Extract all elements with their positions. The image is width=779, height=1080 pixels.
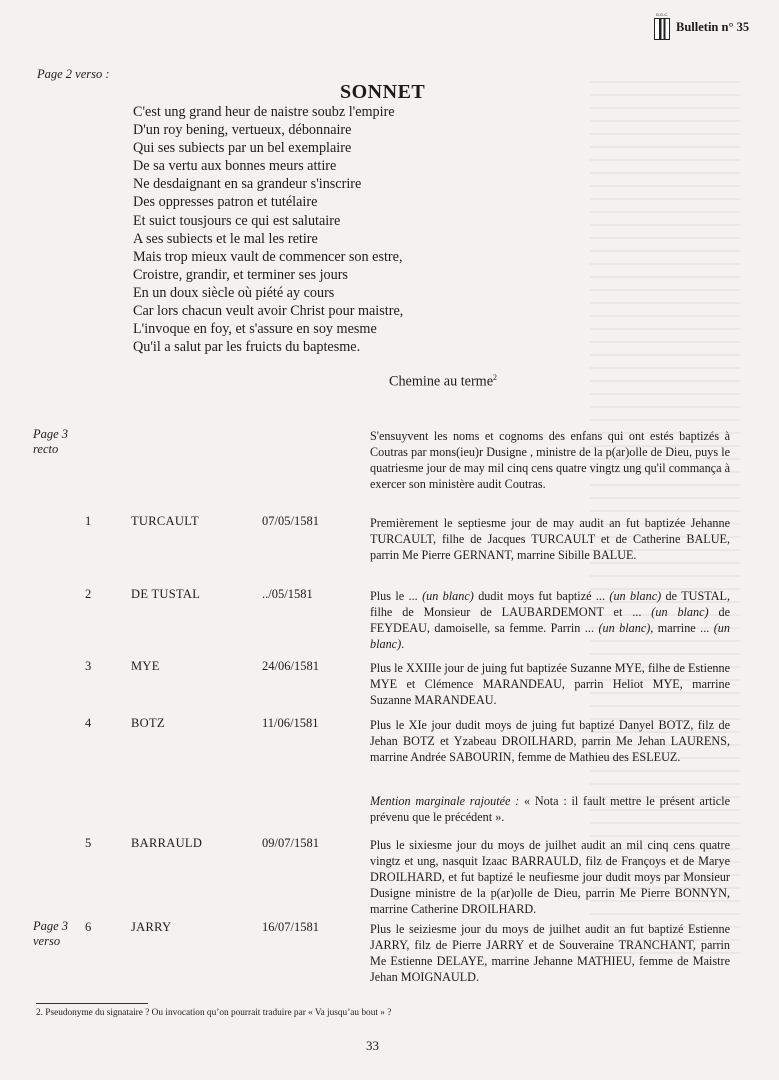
entry-number: 5 (85, 836, 92, 850)
entry-number: 4 (85, 716, 92, 730)
footnote-rule (36, 1003, 148, 1004)
poem-line: Qu'il a salut par les fruicts du baptesme. (133, 339, 361, 356)
entry-surname: JARRY (131, 920, 172, 934)
entry-number: 6 (85, 920, 92, 934)
logo-caption: G.G.C. (655, 12, 669, 17)
poem-line: D'un roy bening, vertueux, débonnaire (133, 122, 352, 139)
entry-text: Plus le seiziesme jour du moys de juilhet audit an fut baptizé Estienne JARRY, filz de Pierre JARRY et de Souveraine TRANCHANT, parrin Me Estienne DELAYE, marrine Jehanne MATHIEU, femme de Maistre Jehan MOIGNAULD. (370, 922, 730, 984)
entry-surname: BARRAULD (131, 836, 203, 850)
entry-number: 2 (85, 587, 92, 601)
entry-number: 1 (85, 514, 92, 528)
logo-icon (654, 18, 670, 40)
entry-date: 24/06/1581 (262, 659, 319, 673)
margin-note-page3-verso (33, 919, 68, 949)
entry-text: Plus le ... (un blanc) dudit moys fut baptizé ... (un blanc) de TUSTAL, filhe de Monsieur de LAUBARDEMONT et ... (un blanc) de FEYDEAU, damoiselle, sa femme. Parrin ... (un blanc), marrine ... (un blanc). (370, 589, 730, 651)
margin-note-line: Page 3 (33, 919, 69, 933)
entry-text: Premièrement le septiesme jour de may audit an fut baptizée Jehanne TURCAULT, filhe de Jacques TURCAULT et de Catherine BALUE, parrin Me Pierre GERNANT, marrine Sibille BALUE. (370, 516, 730, 562)
poem-line: Et suict tousjours ce qui est salutaire (133, 212, 341, 229)
entry-date: 09/07/1581 (262, 836, 319, 850)
entry-date: ../05/1581 (262, 587, 313, 601)
signature-text: Chemine au terme (389, 373, 494, 390)
margin-note-line: verso (33, 934, 61, 948)
poem-line: Qui ses subiects par un bel exemplaire (133, 140, 352, 157)
sonnet-poem (133, 103, 403, 356)
margin-note-page3-recto (33, 427, 68, 457)
poem-line: C'est ung grand heur de naistre soubz l'empire (133, 104, 395, 120)
poem-line: Ne desdaignant en sa grandeur s'inscrire (133, 176, 362, 193)
entry-surname: DE TUSTAL (131, 587, 201, 601)
entry-date: 16/07/1581 (262, 920, 319, 934)
entry-text: Plus le sixiesme jour du moys de juilhet audit an mil cinq cens quatre vingtz et ung, nasquit Izaac BARRAULD, filz de Françoys et de Marye DROILHARD, et fut baptizé le neufiesme jour dudit moys par Monsieur Dusigne ministre de la p(ar)olle de Dieu, parrin Me Pierre BONNYN, marrine Catherine DROILHARD. (370, 838, 730, 916)
margin-note-line: Page 3 (33, 427, 69, 441)
footnote: 2. Pseudonyme du signataire ? Ou invocation qu’on pourrait traduire par « Va jusqu’au bout » ? (36, 1008, 392, 1018)
page-number: 33 (366, 1038, 379, 1053)
entry-text: Plus le XIe jour dudit moys de juing fut baptizé Danyel BOTZ, filz de Jehan BOTZ et Yzabeau DROILHARD, parrin Me Jehan LAURENS, marrine Andrée SABOURIN, femme de Mathieu des ESLEUZ. (370, 718, 730, 764)
margin-note-line: recto (33, 442, 59, 456)
entry-date: 07/05/1581 (262, 514, 319, 528)
poem-line: De sa vertu aux bonnes meurs attire (133, 158, 337, 175)
poem-line: Mais trop mieux vault de commencer son estre, (133, 248, 403, 265)
entry-text: Plus le XXIIIe jour de juing fut baptizée Suzanne MYE, filhe de Estienne MYE et Clémence MARANDEAU, parrin Heliot MYE, marrine Suzanne MARANDEAU. (370, 661, 730, 707)
poem-line: L'invoque en foy, et s'assure en soy mesme (133, 321, 377, 338)
poem-line: En un doux siècle où piété ay cours (133, 284, 335, 301)
poem-line: A ses subiects et le mal les retire (133, 230, 318, 247)
entry-surname: BOTZ (131, 716, 165, 730)
entry-number: 3 (85, 659, 92, 673)
register-intro: S'ensuyvent les noms et cognoms des enfans qui ont estés baptizés à Coutras par mons(ieu)r Dusigne , ministre de la p(ar)olle de Dieu, puys le quatriesme jour de may mil cinq cens quatre vingtz ung qu'il commança à exercer son ministère audit Coutras. (370, 429, 730, 491)
footnote-ref: 2 (493, 373, 498, 382)
entry-surname: TURCAULT (131, 514, 199, 528)
poem-line: Des oppresses patron et tutélaire (133, 194, 318, 211)
poem-line: Croistre, grandir, et terminer ses jours (133, 266, 348, 283)
page-label: Page 2 verso : (37, 67, 110, 81)
sonnet-title: SONNET (340, 81, 426, 103)
entry-surname: MYE (131, 659, 160, 673)
marginal-mention: Mention marginale rajoutée : « Nota : il fault mettre le présent article prévenu que le précédent ». (370, 794, 731, 824)
publisher-logo (653, 12, 671, 42)
bulletin-number: Bulletin n° 35 (676, 20, 750, 34)
sonnet-signature (389, 373, 497, 391)
poem-line: Car lors chacun veult avoir Christ pour maistre, (133, 303, 404, 320)
entry-date: 11/06/1581 (262, 716, 319, 730)
